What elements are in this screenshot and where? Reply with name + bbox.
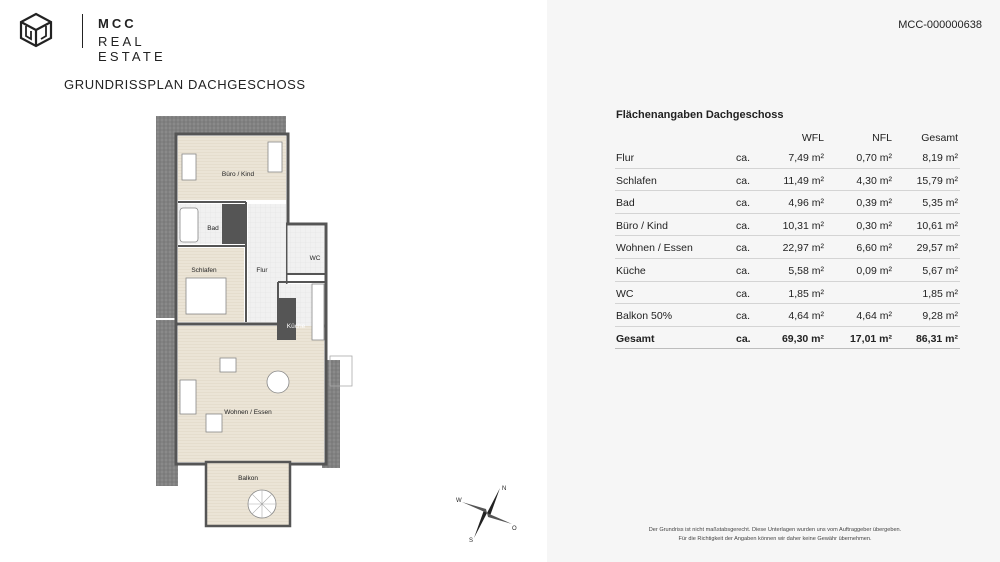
room-label-schlafen: Schlafen	[191, 267, 217, 274]
cell-nfl: 0,09 m²	[856, 264, 892, 277]
total-name: Gesamt	[616, 332, 655, 345]
brand-name: MCC	[98, 16, 137, 31]
cell-nfl: 6,60 m²	[856, 242, 892, 255]
table-row	[615, 169, 960, 192]
disclaimer-line-2: Für die Richtigkeit der Angaben können wir daher keine Gewähr übernehmen.	[678, 535, 872, 542]
cell-wfl: 1,85 m²	[788, 287, 824, 300]
cell-wfl: 5,58 m²	[788, 264, 824, 277]
total-gesamt: 86,31 m²	[915, 332, 958, 345]
floor-plan	[150, 112, 360, 532]
cell-wfl: 11,49 m²	[783, 174, 824, 187]
desk	[182, 154, 196, 180]
sofa	[180, 380, 196, 414]
cell-gesamt: 8,19 m²	[922, 152, 958, 164]
cell-ca: ca.	[736, 197, 751, 210]
cell-nfl: 0,39 m²	[856, 197, 892, 210]
cell-gesamt: 5,67 m²	[922, 264, 958, 277]
cell-ca: ca.	[736, 174, 751, 187]
cell-name: WC	[616, 287, 634, 300]
cell-gesamt: 29,57 m²	[916, 242, 958, 255]
cell-ca: ca.	[736, 287, 751, 300]
room-label-bad: Bad	[207, 225, 219, 232]
balcony	[206, 462, 290, 526]
table-row	[615, 259, 960, 282]
room-wohnen	[178, 326, 324, 462]
cell-name: Küche	[616, 264, 646, 277]
balcony-parasol-ribs	[248, 490, 276, 518]
svg-text:S: S	[469, 538, 474, 544]
total-wfl: 69,30 m²	[781, 332, 824, 345]
svg-text:W: W	[456, 498, 462, 504]
table-row	[615, 304, 960, 327]
cell-ca: ca.	[736, 152, 751, 164]
brand-subtitle: REAL ESTATE	[98, 34, 166, 64]
cell-name: Bad	[616, 197, 635, 210]
cell-gesamt: 10,61 m²	[916, 219, 958, 232]
cell-wfl: 4,64 m²	[788, 310, 824, 323]
table-row-total	[615, 327, 960, 350]
disclaimer	[570, 526, 980, 543]
cell-ca: ca.	[736, 242, 751, 255]
table-row	[615, 191, 960, 214]
room-label-wohnen: Wohnen / Essen	[224, 409, 272, 416]
kitchen-counter	[312, 284, 324, 340]
area-table	[615, 128, 960, 349]
shelf	[268, 142, 282, 172]
bad-dark-block	[222, 204, 246, 244]
cell-gesamt: 1,85 m²	[922, 287, 958, 300]
svg-text:N: N	[502, 486, 507, 492]
cell-name: Wohnen / Essen	[616, 242, 693, 255]
header-nfl: NFL	[872, 132, 892, 144]
cell-wfl: 10,31 m²	[782, 219, 824, 232]
room-label-wc: WC	[309, 255, 321, 262]
area-table-title: Flächenangaben Dachgeschoss	[616, 109, 784, 121]
mcc-cube-logo-icon	[18, 12, 54, 48]
room-label-kueche: Küche	[286, 323, 306, 330]
table-row	[615, 282, 960, 305]
room-label-buero: Büro / Kind	[221, 171, 255, 178]
table-row	[615, 146, 960, 169]
cell-ca: ca.	[736, 264, 751, 277]
header-gesamt: Gesamt	[921, 132, 958, 144]
plan-title: GRUNDRISSPLAN DACHGESCHOSS	[64, 77, 306, 92]
cell-gesamt: 5,35 m²	[922, 197, 958, 210]
area-table-header	[615, 128, 960, 146]
armchair	[220, 358, 236, 372]
dining-table	[267, 371, 289, 393]
room-label-balkon: Balkon	[238, 475, 258, 482]
cell-name: Balkon 50%	[616, 310, 673, 323]
cell-name: Flur	[616, 152, 635, 164]
cell-gesamt: 15,79 m²	[916, 174, 958, 187]
bathtub	[180, 208, 198, 242]
cell-wfl: 7,49 m²	[788, 152, 824, 164]
disclaimer-line-1: Der Grundriss ist nicht maßstabsgerecht. Diese Unterlagen wurden uns vom Auftraggeber übergeben.	[648, 527, 902, 533]
cell-gesamt: 9,28 m²	[922, 310, 958, 323]
brand-logo	[18, 12, 218, 64]
coffee-table	[206, 414, 222, 432]
compass-rose-icon	[456, 482, 518, 544]
cell-wfl: 4,96 m²	[788, 197, 824, 210]
bed	[186, 278, 226, 314]
table-row	[615, 214, 960, 237]
room-wc	[288, 226, 324, 274]
svg-text:O: O	[512, 526, 517, 532]
total-nfl: 17,01 m²	[849, 332, 892, 345]
kueche-dark-block	[278, 298, 296, 340]
table-row	[615, 236, 960, 259]
total-ca: ca.	[736, 332, 751, 345]
cell-nfl: 0,30 m²	[856, 219, 892, 232]
cell-name: Büro / Kind	[616, 219, 668, 232]
cell-ca: ca.	[736, 219, 751, 232]
cell-nfl: 4,30 m²	[856, 174, 892, 187]
cell-nfl: 0,70 m²	[856, 152, 892, 164]
logo-divider	[82, 14, 83, 48]
cell-ca: ca.	[736, 310, 751, 323]
room-label-flur: Flur	[256, 267, 268, 274]
cell-nfl: 4,64 m²	[856, 310, 892, 323]
header-wfl: WFL	[801, 132, 824, 144]
reference-number: MCC-000000638	[898, 19, 982, 31]
cell-name: Schlafen	[616, 174, 657, 187]
cell-wfl: 22,97 m²	[782, 242, 824, 255]
